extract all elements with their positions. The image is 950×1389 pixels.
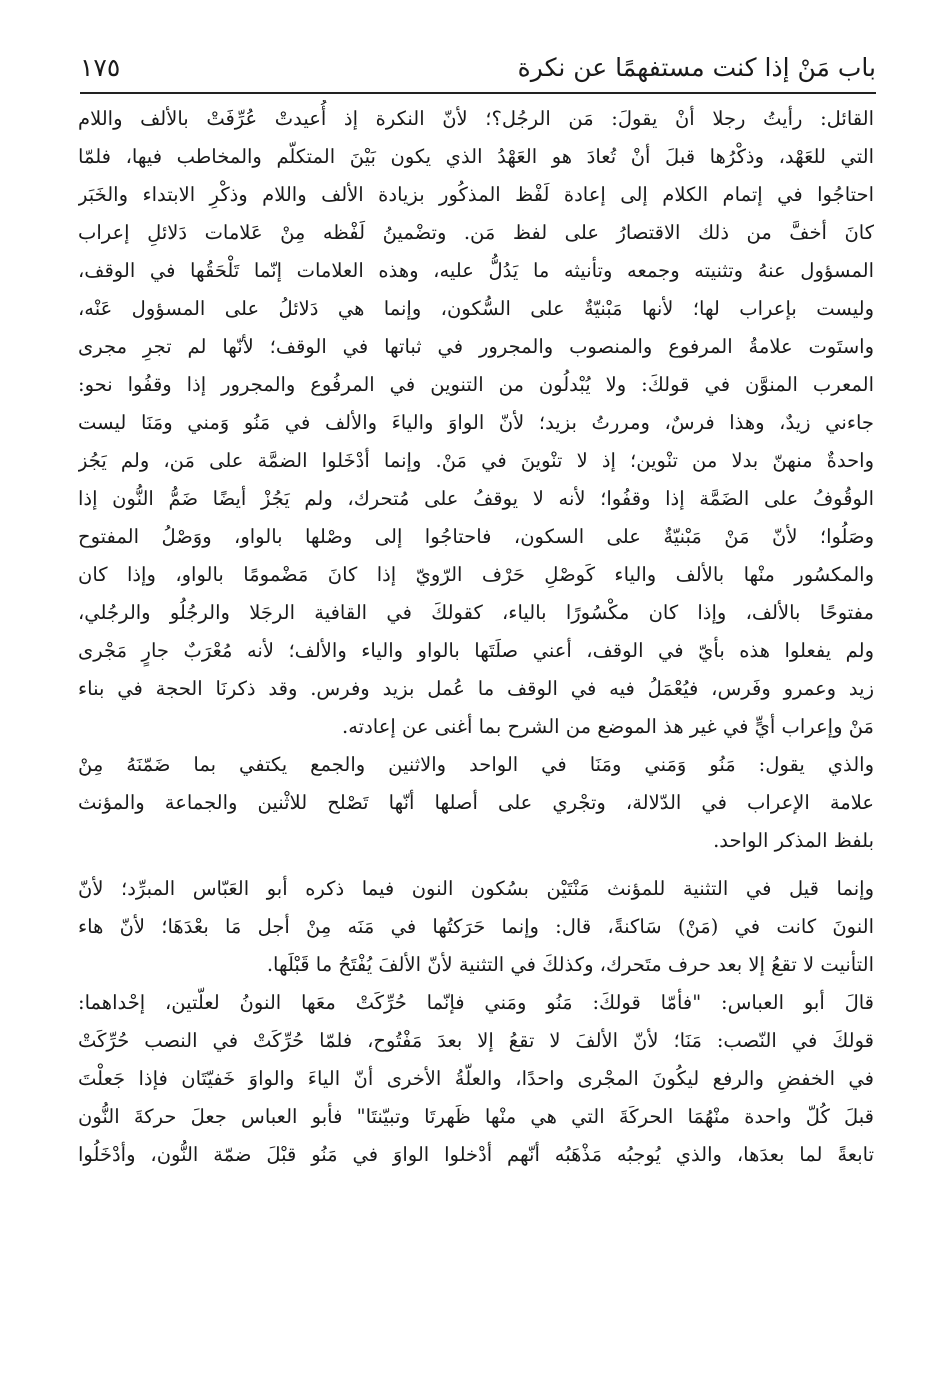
text-line: التي للعَهْد، وذكْرُها قبلَ أنْ تُعادَ هو العَهْدُ الذي يكون بَيْنَ المتكلّم والمخاطب فيها، فلمّا	[78, 145, 874, 168]
text-line: قبلَ كُلّ واحدة منْهُمَا الحركَةَ التي هي منْها ظَهرتَا وتبيّنتَا" فأبو العباس جعلَ حركةَ النُّون	[78, 1105, 874, 1128]
text-line: واستَوت علامةُ المرفوع والمنصوب والمجرور في ثباتها في الوقف؛ لأنّها لم تجرِ مجرى	[78, 335, 874, 358]
text-line: جاءني زيدٌ، وهذا فرسٌ، ومررتُ بزيد؛ لأنّ الواوَ والياءَ والألف في مَنُو وَمني ومَنَا ليست	[78, 411, 874, 434]
text-line: النونَ كانت في (مَنْ) سَاكنةً، قال: وإنما حَرَكتُها في مَنَه مِنْ أجل مَا بعْدَهَا؛ لأنّ هاء	[78, 915, 874, 938]
text-line: القائل: رأيتُ رجلا أنْ يقولَ: مَن الرجُل؟؛ لأنّ النكرة إذ أُعيدتْ عُرِّفَتْ بالألف واللام	[78, 107, 874, 130]
paragraph	[78, 984, 874, 1174]
text-line: والذي يقول: مَنُو وَمَني ومَنَا في الواحد والاثنين والجمع يكتفي بما ضَمّنَهُ مِنْ	[78, 753, 874, 776]
text-line: مفتوحًا بالألف، وإذا كان مكْسُورًا بالياء، كقولكَ في القافية الرجَلا والرجُلُو والرجُلي،	[78, 601, 874, 624]
text-line: الوقُوفُ على الضَمَّة إذا وقفُوا؛ لأنه لا يوقفُ على مُتحرك، ولم يَجُزْ أيضًا ضَمُّ النُّون إذا	[78, 487, 874, 510]
text-line: علامة الإعراب في الدّلالة، وتجْري على أصلها أنّها تَصْلح للاثْنين والجماعة والمؤنث	[78, 791, 874, 814]
running-title: باب مَنْ إذا كنت مستفهمًا عن نكرة	[517, 53, 876, 82]
text-line: احتاجُوا في إتمام الكلام إلى إعادة لَفْظ المذكُور بزيادة الألف واللام وذكْرِ الابتداء والخَبَر	[78, 183, 874, 206]
paragraph	[78, 100, 874, 746]
header-divider	[80, 92, 876, 94]
page-number: ١٧٥	[80, 53, 121, 82]
text-line: زيد وعمرو وفَرس، فيُعْمَلُ فيه في الوقف ما عُمل بزيد وفرس. وقد ذكرنَا الحجة في بناء	[78, 677, 874, 700]
main-text	[78, 100, 874, 1174]
text-line: والمكسُور منْها بالألف والياء كَوصْلِ حَرْف الرّويّ إذا كانَ مَضْمومًا بالواو، وإذا كان	[78, 563, 874, 586]
text-line: وصَلُوا؛ لأنّ مَنْ مَبْنيّةٌ على السكون، فاحتاجُوا إلى وصْلها بالواو، ووَصْلُ المفتوح	[78, 525, 874, 548]
text-line: قالَ أبو العباس: "فأمّا قولكَ: مَنُو ومَني فإنّما حُرِّكَتْ معَها النونُ لعلّتين، إحْداهما:	[78, 991, 874, 1014]
text-line: مَنْ وإعراب أيٍّ في غير هذ الموضع من الشرح بما أغنى عن إعادته.	[342, 715, 874, 738]
text-line: في الخفضِ والرفع ليكُونَ المجْرى واحدًا، والعلّةُ الأخرى أنّ الياءَ والواوَ خَفيّتَان فإذا جَعلْتَ	[78, 1067, 874, 1090]
text-line: بلفظ المذكر الواحد.	[713, 829, 874, 852]
text-line: كانَ أخفَّ من ذلك الاقتصارُ على لفظ مَن. وتضْمينُ لَفْظه مِنْ عَلامات دَلائلِ إعراب	[78, 221, 874, 244]
paragraph	[78, 746, 874, 860]
paragraph	[78, 870, 874, 984]
text-line: قولكَ في النّصب: مَنَا؛ لأنّ الألفَ لا تقعُ إلا بعدَ مَفْتُوح، فلمّا حُرِّكَتْ في النصب حُرِّكَتْ	[78, 1029, 874, 1052]
text-line: التأنيت لا تقعُ إلا بعد حرف متَحرك، وكذلكَ في التثنية لأنّ الألفَ يُفْتَحُ ما قَبْلَها.	[266, 953, 874, 976]
text-line: وإنما قيل في التثنية للمؤنث مَنْتَيْن بسُكون النون فيما ذكره أبو العَبّاس المبرِّد؛ لأنّ	[78, 877, 874, 900]
text-line: ولم يفعلوا هذه بأيّ في الوقف، أعني صلَتَها بالواو والياء والألف؛ لأنه مُعْرَبٌ جارٍ مَجْرى	[78, 639, 874, 662]
text-line: تابعةً لما بعدَها، والذي يُوجبُه مَذْهَبُه أنّهم أدْخلوا الواوَ في مَنُو قبْلَ ضمّة النُّون، وأدْخَلُوا	[78, 1143, 874, 1166]
text-line: وليست بإعراب لها؛ لأنها مَبْنيّةٌ على السُّكون، وإنما هي دَلائلُ على المسؤول عَنْه،	[78, 297, 874, 320]
text-line: المعرب المنوَّن في قولكَ: ولا يُبْدلُون من التنوين في المرفُوع والمجرور إذا وقفُوا نحو:	[78, 373, 874, 396]
page-header	[80, 44, 876, 92]
text-line: المسؤول عنهُ وتثنيته وجمعه وتأنيثه ما يَدُلُّ عليه، وهذه العلامات إنّما تَلْحَقُها في الوقف،	[78, 259, 874, 282]
text-line: واحدةٌ منهنّ بدلا من تنْوين؛ إذ لا تنْوينَ في مَنْ. وإنما أدْخَلوا الضمَّة على مَن، ولم يَجُز	[78, 449, 874, 472]
paragraph-spacer	[78, 860, 874, 870]
